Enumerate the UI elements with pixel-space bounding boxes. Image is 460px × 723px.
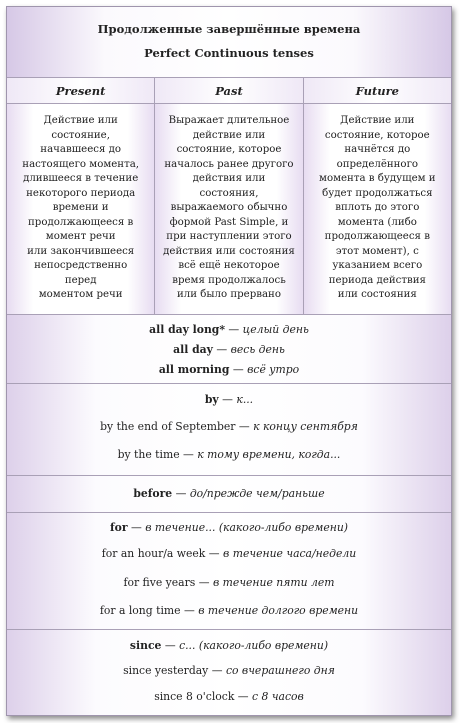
description-line: длившееся в течение xyxy=(23,173,139,184)
description-line: моментом речи xyxy=(38,289,123,300)
column-past xyxy=(155,78,303,314)
marker-ru: в течение... (какого-либо времени) xyxy=(145,521,349,534)
separator: — xyxy=(161,639,180,652)
description-line: выражаемого обычно xyxy=(170,202,288,213)
example-ru: в течение долгого времени xyxy=(198,604,359,617)
tense-columns xyxy=(7,78,451,315)
column-description-future xyxy=(304,104,451,314)
table-header xyxy=(7,7,451,78)
example-ru: в течение пяти лет xyxy=(212,576,335,589)
column-description-past xyxy=(155,104,302,314)
example-ru: в течение часа/недели xyxy=(223,547,357,560)
description-line: вплоть до этого xyxy=(335,202,420,213)
separator: — xyxy=(127,521,146,534)
description-line: Действие или xyxy=(340,115,415,126)
description-line: всё ещё некоторое xyxy=(178,260,280,271)
description-line: время продолжалось xyxy=(172,274,286,286)
separator: — xyxy=(235,420,254,433)
separator: — xyxy=(212,343,231,356)
section-before xyxy=(7,476,451,513)
example-en: since 8 o'clock xyxy=(154,690,235,703)
marker-all-day-long xyxy=(7,320,451,340)
example-ru: к концу сентября xyxy=(253,420,358,433)
description-line: момента в будущем и xyxy=(319,173,436,184)
separator: — xyxy=(225,323,243,336)
marker-all-morning xyxy=(7,360,451,380)
description-line: начавшееся до xyxy=(40,144,122,155)
marker-en: by xyxy=(204,393,219,406)
description-line: Выражает длительное xyxy=(168,115,290,126)
description-line: действия или xyxy=(192,173,266,184)
description-line: или было прервано xyxy=(177,289,281,300)
marker-by xyxy=(7,388,451,412)
title-russian: Продолженные завершённые времена xyxy=(97,22,361,36)
example-for-a-long-time xyxy=(7,597,451,625)
description-line: перед xyxy=(64,274,97,286)
separator: — xyxy=(205,547,224,560)
separator: — xyxy=(218,393,237,406)
marker-ru: с... (какого-либо времени) xyxy=(179,639,329,652)
column-heading-present: Present xyxy=(7,78,154,104)
example-by-end-of-september xyxy=(7,412,451,442)
description-line: времени и xyxy=(52,202,109,213)
example-ru: к тому времени, когда... xyxy=(197,448,341,461)
marker-before xyxy=(7,476,451,512)
title-english: Perfect Continuous tenses xyxy=(144,46,314,60)
description-line: момент речи xyxy=(45,231,116,242)
marker-en: since xyxy=(129,639,162,652)
description-line: продолжающееся в xyxy=(324,231,430,242)
section-for xyxy=(7,513,451,630)
description-line: формой Past Simple, и xyxy=(169,216,289,228)
marker-ru: целый день xyxy=(242,323,309,336)
example-since-yesterday xyxy=(7,657,451,685)
separator: — xyxy=(172,487,190,500)
example-en: by the end of September xyxy=(100,420,236,433)
marker-for xyxy=(7,517,451,539)
example-en: for a long time xyxy=(99,604,181,617)
description-line: непосредственно xyxy=(34,260,128,271)
marker-ru: до/прежде чем/раньше xyxy=(189,487,325,500)
column-present xyxy=(7,78,155,314)
example-en: by the time xyxy=(117,448,180,461)
example-en: since yesterday xyxy=(123,664,209,677)
description-line: или состояния xyxy=(337,289,417,300)
marker-en: all day long* xyxy=(149,323,225,336)
separator: — xyxy=(229,363,248,376)
description-line: будет продолжаться xyxy=(322,187,433,199)
marker-ru: весь день xyxy=(230,343,285,356)
grammar-table xyxy=(6,6,452,716)
example-since-8-oclock xyxy=(7,685,451,709)
example-for-five-years xyxy=(7,568,451,597)
column-future xyxy=(304,78,451,314)
separator: — xyxy=(208,664,226,677)
column-heading-future: Future xyxy=(304,78,451,104)
description-line: началось ранее другого xyxy=(164,158,294,170)
separator: — xyxy=(180,604,199,617)
description-line: или закончившееся xyxy=(27,245,135,257)
description-line: при наступлении этого xyxy=(166,231,292,242)
example-ru: с 8 часов xyxy=(252,690,304,703)
description-line: состояния, xyxy=(199,187,259,199)
marker-en: all day xyxy=(173,343,213,356)
marker-ru: к... xyxy=(236,393,254,406)
description-line: состояние, которое xyxy=(324,129,430,141)
description-line: некоторого периода xyxy=(26,187,136,199)
separator: — xyxy=(179,448,198,461)
description-line: действия или состояния xyxy=(163,245,295,257)
marker-since xyxy=(7,635,451,657)
example-en: for five years xyxy=(123,576,196,589)
description-line: указанием всего xyxy=(332,260,423,271)
example-en: for an hour/a week xyxy=(101,547,206,560)
description-line: этот момент), с xyxy=(335,245,419,257)
section-by xyxy=(7,384,451,476)
example-ru: со вчерашнего дня xyxy=(225,664,335,677)
description-line: определённого xyxy=(336,158,419,170)
marker-en: before xyxy=(133,487,173,500)
description-line: состояние, xyxy=(51,129,110,141)
section-duration-markers xyxy=(7,315,451,384)
marker-en: for xyxy=(109,521,128,534)
separator: — xyxy=(195,576,213,589)
description-line: действие или xyxy=(192,129,266,141)
description-line: начнётся до xyxy=(344,144,411,155)
description-line: периода действия xyxy=(328,274,426,286)
column-description-present xyxy=(7,104,154,314)
example-for-an-hour xyxy=(7,539,451,568)
description-line: Действие или xyxy=(43,115,118,126)
example-by-the-time xyxy=(7,442,451,468)
section-since xyxy=(7,630,451,716)
separator: — xyxy=(234,690,253,703)
column-heading-past: Past xyxy=(155,78,302,104)
marker-ru: всё утро xyxy=(247,363,300,376)
description-line: продолжающееся в xyxy=(28,216,134,228)
description-line: настоящего момента, xyxy=(22,158,140,170)
marker-all-day xyxy=(7,340,451,360)
description-line: момента (либо xyxy=(337,216,417,228)
description-line: состояние, которое xyxy=(176,144,282,155)
marker-en: all morning xyxy=(158,363,230,376)
